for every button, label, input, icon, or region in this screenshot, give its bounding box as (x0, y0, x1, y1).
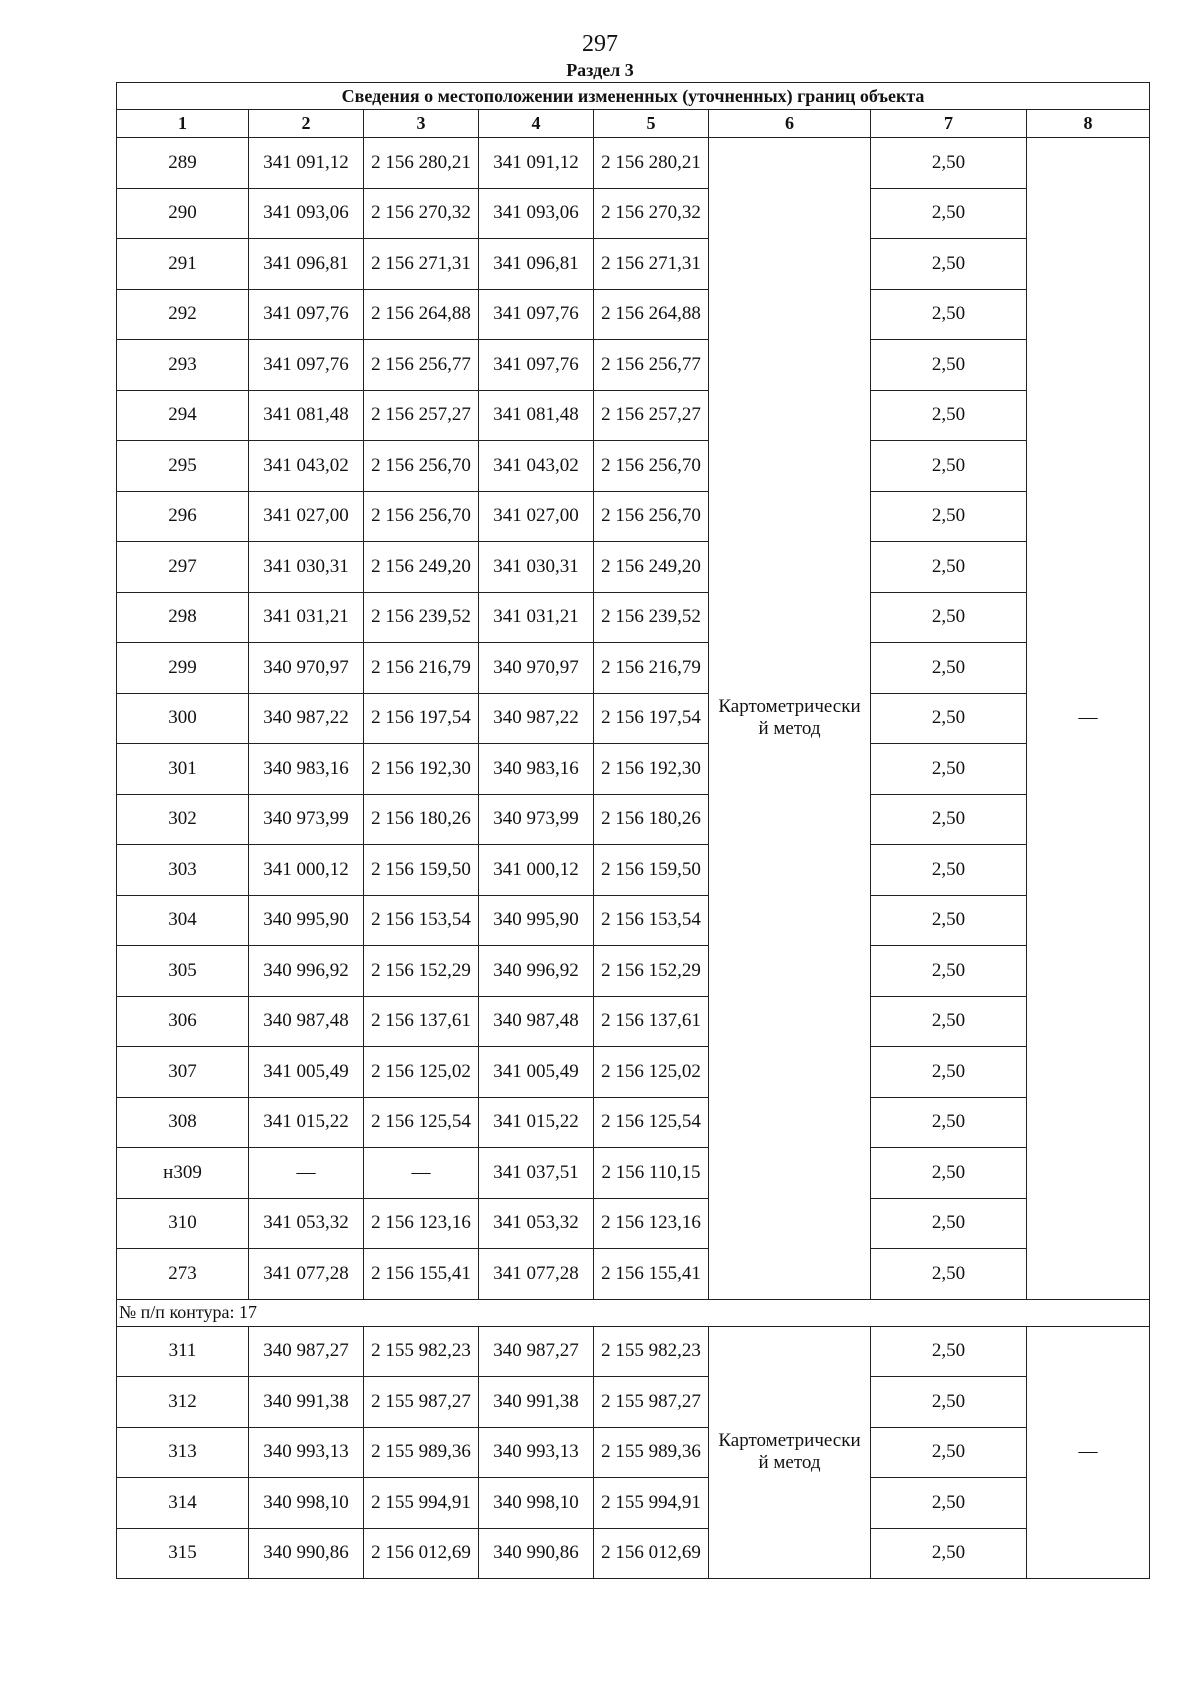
table-row (117, 491, 1150, 542)
y-old-cell: 2 156 249,20 (364, 542, 479, 593)
column-number: 8 (1027, 110, 1150, 138)
accuracy-cell: 2,50 (871, 1249, 1027, 1300)
y-old-cell: 2 156 256,77 (364, 340, 479, 391)
column-8-cell: — (1027, 138, 1150, 1300)
table-row (117, 1249, 1150, 1300)
x-new-cell: 341 096,81 (479, 239, 594, 290)
table-row (117, 1047, 1150, 1098)
point-number-cell: 296 (117, 491, 249, 542)
y-old-cell: 2 155 987,27 (364, 1377, 479, 1428)
y-old-cell: 2 156 256,70 (364, 491, 479, 542)
x-new-cell: 341 097,76 (479, 289, 594, 340)
section-title: Раздел 3 (566, 60, 634, 80)
y-new-cell: 2 156 153,54 (594, 895, 709, 946)
table-row (117, 1478, 1150, 1529)
table-row (117, 188, 1150, 239)
y-new-cell: 2 156 192,30 (594, 744, 709, 795)
y-new-cell: 2 156 155,41 (594, 1249, 709, 1300)
accuracy-cell: 2,50 (871, 390, 1027, 441)
y-new-cell: 2 156 271,31 (594, 239, 709, 290)
x-old-cell: — (249, 1148, 364, 1199)
x-new-cell: 341 091,12 (479, 138, 594, 189)
point-number-cell: 299 (117, 643, 249, 694)
y-new-cell: 2 156 137,61 (594, 996, 709, 1047)
x-new-cell: 340 970,97 (479, 643, 594, 694)
point-number-cell: 310 (117, 1198, 249, 1249)
y-new-cell: 2 155 982,23 (594, 1326, 709, 1377)
x-new-cell: 341 093,06 (479, 188, 594, 239)
column-8-cell: — (1027, 1326, 1150, 1579)
y-old-cell: 2 156 192,30 (364, 744, 479, 795)
y-new-cell: 2 155 989,36 (594, 1427, 709, 1478)
point-number-cell: н309 (117, 1148, 249, 1199)
table-row (117, 1326, 1150, 1377)
method-line: Картометрически (718, 1430, 861, 1452)
accuracy-cell: 2,50 (871, 643, 1027, 694)
y-new-cell: 2 156 125,54 (594, 1097, 709, 1148)
x-old-cell: 340 987,48 (249, 996, 364, 1047)
accuracy-cell: 2,50 (871, 188, 1027, 239)
table-row (117, 1427, 1150, 1478)
accuracy-cell: 2,50 (871, 1528, 1027, 1579)
point-number-cell: 292 (117, 289, 249, 340)
y-old-cell: 2 156 264,88 (364, 289, 479, 340)
accuracy-cell: 2,50 (871, 491, 1027, 542)
x-new-cell: 341 043,02 (479, 441, 594, 492)
x-old-cell: 341 000,12 (249, 845, 364, 896)
coordinates-table (116, 82, 1150, 1579)
y-new-cell: 2 156 159,50 (594, 845, 709, 896)
x-new-cell: 341 031,21 (479, 592, 594, 643)
method-cell (709, 138, 871, 1300)
y-new-cell: 2 156 256,70 (594, 491, 709, 542)
accuracy-cell: 2,50 (871, 441, 1027, 492)
y-new-cell: 2 156 257,27 (594, 390, 709, 441)
point-number-cell: 295 (117, 441, 249, 492)
table-row (117, 996, 1150, 1047)
x-old-cell: 340 998,10 (249, 1478, 364, 1529)
table-row (117, 390, 1150, 441)
point-number-cell: 305 (117, 946, 249, 997)
y-new-cell: 2 156 152,29 (594, 946, 709, 997)
point-number-cell: 290 (117, 188, 249, 239)
table-row (117, 1097, 1150, 1148)
point-number-cell: 300 (117, 693, 249, 744)
y-new-cell: 2 156 256,77 (594, 340, 709, 391)
point-number-cell: 293 (117, 340, 249, 391)
x-old-cell: 340 991,38 (249, 1377, 364, 1428)
table-row (117, 744, 1150, 795)
point-number-cell: 308 (117, 1097, 249, 1148)
x-new-cell: 340 987,22 (479, 693, 594, 744)
accuracy-cell: 2,50 (871, 289, 1027, 340)
column-number: 4 (479, 110, 594, 138)
x-new-cell: 341 000,12 (479, 845, 594, 896)
accuracy-cell: 2,50 (871, 895, 1027, 946)
accuracy-cell: 2,50 (871, 744, 1027, 795)
y-new-cell: 2 156 264,88 (594, 289, 709, 340)
table-row (117, 289, 1150, 340)
point-number-cell: 304 (117, 895, 249, 946)
accuracy-cell: 2,50 (871, 794, 1027, 845)
accuracy-cell: 2,50 (871, 946, 1027, 997)
accuracy-cell: 2,50 (871, 845, 1027, 896)
y-new-cell: 2 156 125,02 (594, 1047, 709, 1098)
table-row (117, 794, 1150, 845)
accuracy-cell: 2,50 (871, 138, 1027, 189)
table-row (117, 946, 1150, 997)
x-old-cell: 341 043,02 (249, 441, 364, 492)
accuracy-cell: 2,50 (871, 1148, 1027, 1199)
x-new-cell: 340 983,16 (479, 744, 594, 795)
y-new-cell: 2 156 180,26 (594, 794, 709, 845)
point-number-cell: 314 (117, 1478, 249, 1529)
x-old-cell: 341 005,49 (249, 1047, 364, 1098)
method-line: й метод (758, 718, 821, 740)
x-old-cell: 341 030,31 (249, 542, 364, 593)
x-old-cell: 341 053,32 (249, 1198, 364, 1249)
y-new-cell: 2 156 280,21 (594, 138, 709, 189)
table-row (117, 340, 1150, 391)
x-old-cell: 340 996,92 (249, 946, 364, 997)
accuracy-cell: 2,50 (871, 340, 1027, 391)
point-number-cell: 312 (117, 1377, 249, 1428)
accuracy-cell: 2,50 (871, 592, 1027, 643)
x-old-cell: 341 027,00 (249, 491, 364, 542)
x-new-cell: 340 991,38 (479, 1377, 594, 1428)
y-new-cell: 2 156 197,54 (594, 693, 709, 744)
accuracy-cell: 2,50 (871, 542, 1027, 593)
table-caption: Сведения о местоположении измененных (уточненных) границ объекта (117, 83, 1150, 110)
y-new-cell: 2 156 239,52 (594, 592, 709, 643)
table-row (117, 1148, 1150, 1199)
contour-label: № п/п контура: 17 (117, 1299, 1150, 1326)
column-number-row (117, 110, 1150, 138)
method-cell (709, 1326, 871, 1579)
x-old-cell: 340 990,86 (249, 1528, 364, 1579)
x-new-cell: 341 097,76 (479, 340, 594, 391)
accuracy-cell: 2,50 (871, 1047, 1027, 1098)
accuracy-cell: 2,50 (871, 239, 1027, 290)
y-old-cell: 2 155 989,36 (364, 1427, 479, 1478)
x-old-cell: 341 097,76 (249, 340, 364, 391)
x-old-cell: 341 031,21 (249, 592, 364, 643)
y-old-cell: 2 155 982,23 (364, 1326, 479, 1377)
x-new-cell: 340 987,27 (479, 1326, 594, 1377)
table-row (117, 239, 1150, 290)
y-new-cell: 2 156 216,79 (594, 643, 709, 694)
table-row (117, 592, 1150, 643)
y-old-cell: 2 156 125,02 (364, 1047, 479, 1098)
x-new-cell: 340 993,13 (479, 1427, 594, 1478)
method-line: й метод (758, 1452, 821, 1474)
y-old-cell: 2 156 280,21 (364, 138, 479, 189)
y-old-cell: 2 156 125,54 (364, 1097, 479, 1148)
y-old-cell: 2 156 159,50 (364, 845, 479, 896)
x-new-cell: 340 998,10 (479, 1478, 594, 1529)
x-old-cell: 340 983,16 (249, 744, 364, 795)
y-new-cell: 2 156 249,20 (594, 542, 709, 593)
accuracy-cell: 2,50 (871, 1198, 1027, 1249)
y-old-cell: 2 156 180,26 (364, 794, 479, 845)
table-row (117, 1377, 1150, 1428)
x-old-cell: 341 097,76 (249, 289, 364, 340)
point-number-cell: 289 (117, 138, 249, 189)
y-old-cell: — (364, 1148, 479, 1199)
y-old-cell: 2 156 257,27 (364, 390, 479, 441)
x-old-cell: 341 081,48 (249, 390, 364, 441)
point-number-cell: 294 (117, 390, 249, 441)
column-number: 5 (594, 110, 709, 138)
x-new-cell: 341 027,00 (479, 491, 594, 542)
table-row (117, 542, 1150, 593)
y-old-cell: 2 156 153,54 (364, 895, 479, 946)
x-new-cell: 341 030,31 (479, 542, 594, 593)
x-new-cell: 340 990,86 (479, 1528, 594, 1579)
point-number-cell: 303 (117, 845, 249, 896)
table-row (117, 895, 1150, 946)
point-number-cell: 291 (117, 239, 249, 290)
table-row (117, 441, 1150, 492)
x-old-cell: 340 987,27 (249, 1326, 364, 1377)
point-number-cell: 307 (117, 1047, 249, 1098)
y-old-cell: 2 155 994,91 (364, 1478, 479, 1529)
y-old-cell: 2 156 123,16 (364, 1198, 479, 1249)
y-new-cell: 2 156 012,69 (594, 1528, 709, 1579)
y-old-cell: 2 156 137,61 (364, 996, 479, 1047)
y-new-cell: 2 156 110,15 (594, 1148, 709, 1199)
x-new-cell: 340 987,48 (479, 996, 594, 1047)
y-old-cell: 2 156 239,52 (364, 592, 479, 643)
x-old-cell: 340 987,22 (249, 693, 364, 744)
y-old-cell: 2 156 197,54 (364, 693, 479, 744)
x-new-cell: 341 015,22 (479, 1097, 594, 1148)
y-old-cell: 2 156 270,32 (364, 188, 479, 239)
column-number: 3 (364, 110, 479, 138)
accuracy-cell: 2,50 (871, 1326, 1027, 1377)
point-number-cell: 315 (117, 1528, 249, 1579)
point-number-cell: 273 (117, 1249, 249, 1300)
table-row (117, 845, 1150, 896)
accuracy-cell: 2,50 (871, 1478, 1027, 1529)
x-new-cell: 341 037,51 (479, 1148, 594, 1199)
x-old-cell: 341 093,06 (249, 188, 364, 239)
x-new-cell: 341 005,49 (479, 1047, 594, 1098)
contour-row (117, 1299, 1150, 1326)
column-number: 1 (117, 110, 249, 138)
table-row (117, 643, 1150, 694)
table-row (117, 693, 1150, 744)
accuracy-cell: 2,50 (871, 996, 1027, 1047)
point-number-cell: 301 (117, 744, 249, 795)
y-old-cell: 2 156 256,70 (364, 441, 479, 492)
y-new-cell: 2 156 270,32 (594, 188, 709, 239)
y-old-cell: 2 156 271,31 (364, 239, 479, 290)
x-old-cell: 341 077,28 (249, 1249, 364, 1300)
accuracy-cell: 2,50 (871, 1427, 1027, 1478)
accuracy-cell: 2,50 (871, 1377, 1027, 1428)
point-number-cell: 298 (117, 592, 249, 643)
x-old-cell: 341 096,81 (249, 239, 364, 290)
y-new-cell: 2 156 123,16 (594, 1198, 709, 1249)
x-new-cell: 340 973,99 (479, 794, 594, 845)
table-row (117, 1198, 1150, 1249)
point-number-cell: 311 (117, 1326, 249, 1377)
x-old-cell: 340 973,99 (249, 794, 364, 845)
x-new-cell: 341 077,28 (479, 1249, 594, 1300)
x-new-cell: 341 053,32 (479, 1198, 594, 1249)
table-row (117, 138, 1150, 189)
x-new-cell: 340 995,90 (479, 895, 594, 946)
x-new-cell: 340 996,92 (479, 946, 594, 997)
column-number: 7 (871, 110, 1027, 138)
table-row (117, 1528, 1150, 1579)
page-number: 297 (582, 31, 618, 57)
y-old-cell: 2 156 155,41 (364, 1249, 479, 1300)
x-new-cell: 341 081,48 (479, 390, 594, 441)
y-new-cell: 2 155 994,91 (594, 1478, 709, 1529)
column-number: 2 (249, 110, 364, 138)
x-old-cell: 340 993,13 (249, 1427, 364, 1478)
accuracy-cell: 2,50 (871, 693, 1027, 744)
y-new-cell: 2 156 256,70 (594, 441, 709, 492)
point-number-cell: 302 (117, 794, 249, 845)
point-number-cell: 313 (117, 1427, 249, 1478)
x-old-cell: 341 015,22 (249, 1097, 364, 1148)
accuracy-cell: 2,50 (871, 1097, 1027, 1148)
y-old-cell: 2 156 012,69 (364, 1528, 479, 1579)
x-old-cell: 340 995,90 (249, 895, 364, 946)
x-old-cell: 340 970,97 (249, 643, 364, 694)
column-number: 6 (709, 110, 871, 138)
point-number-cell: 297 (117, 542, 249, 593)
point-number-cell: 306 (117, 996, 249, 1047)
table-body (117, 138, 1150, 1579)
method-line: Картометрически (718, 696, 861, 718)
y-old-cell: 2 156 216,79 (364, 643, 479, 694)
y-new-cell: 2 155 987,27 (594, 1377, 709, 1428)
x-old-cell: 341 091,12 (249, 138, 364, 189)
y-old-cell: 2 156 152,29 (364, 946, 479, 997)
